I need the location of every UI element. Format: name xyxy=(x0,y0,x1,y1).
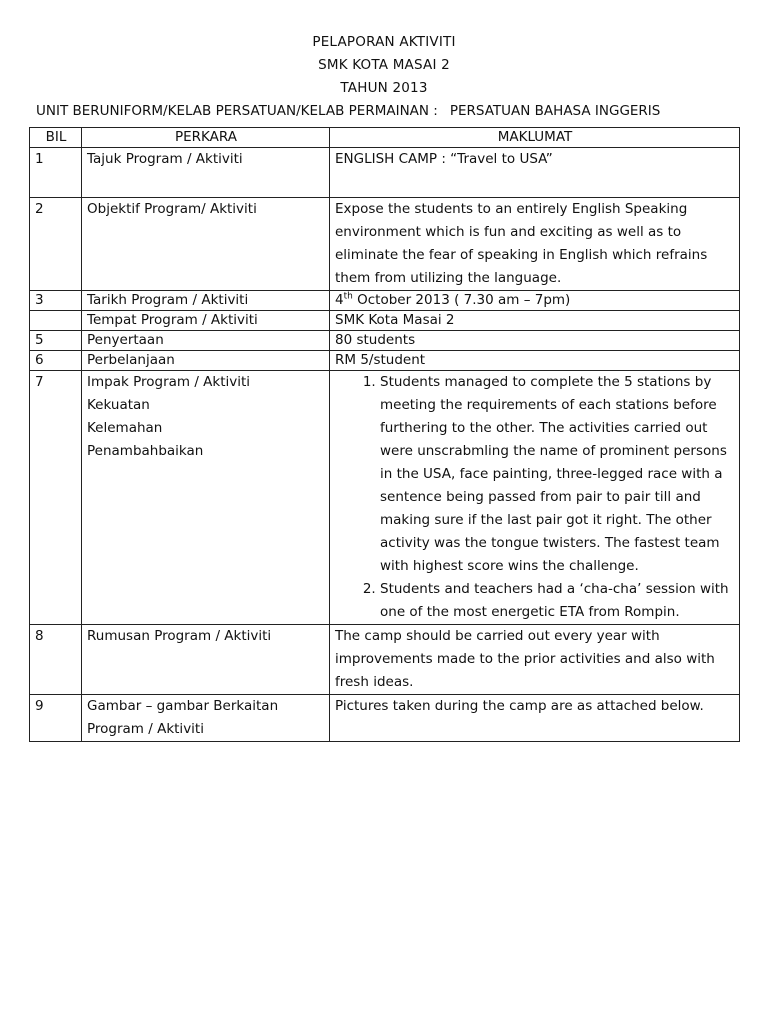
strengths-label: Kekuatan xyxy=(87,397,150,413)
row-info: 80 students xyxy=(330,331,740,351)
activity-report-table xyxy=(29,127,740,742)
table-row xyxy=(30,351,740,371)
column-header-bil: BIL xyxy=(30,128,82,148)
weaknesses-label: Kelemahan xyxy=(87,420,163,436)
date-day: 4 xyxy=(335,292,344,308)
unit-value: PERSATUAN BAHASA INGGERIS xyxy=(449,103,661,119)
row-info: The camp should be carried out every year with improvements made to the prior activities and also with fresh ideas. xyxy=(330,625,740,695)
row-item: Penyertaan xyxy=(82,331,330,351)
row-item: Gambar – gambar Berkaitan Program / Aktiviti xyxy=(82,695,330,742)
list-item: 1. Students managed to complete the 5 stations by meeting the requirements of each stations before furthering to the other. The activities carried out were unscrabmling the name of prominent persons in the USA, face painting, three-legged race with a sentence being passed from pair to pair till and making sure if the last pair got it right. The other activity was the tongue twisters. The fastest team with highest score wins the challenge. xyxy=(380,371,735,578)
row-info: SMK Kota Masai 2 xyxy=(330,311,740,331)
table-row xyxy=(30,198,740,291)
row-item: Objektif Program/ Aktiviti xyxy=(82,198,330,291)
row-number: 1 xyxy=(30,148,82,198)
table-row xyxy=(30,625,740,695)
list-item: 2. Students and teachers had a ‘cha-cha’ session with one of the most energetic ETA from Rompin. xyxy=(380,578,735,624)
row-number: 6 xyxy=(30,351,82,371)
row-number: 5 xyxy=(30,331,82,351)
column-header-maklumat: MAKLUMAT xyxy=(330,128,740,148)
row-number xyxy=(30,311,82,331)
table-row xyxy=(30,695,740,742)
row-info xyxy=(330,291,740,311)
date-rest: October 2013 ( 7.30 am – 7pm) xyxy=(352,292,571,308)
table-row xyxy=(30,371,740,625)
unit-line xyxy=(36,103,660,119)
table-header-row xyxy=(30,128,740,148)
row-item xyxy=(82,371,330,625)
row-number: 8 xyxy=(30,625,82,695)
row-number: 2 xyxy=(30,198,82,291)
impact-list xyxy=(335,371,735,624)
row-number: 9 xyxy=(30,695,82,742)
row-info: Pictures taken during the camp are as attached below. xyxy=(330,695,740,742)
row-item: Tempat Program / Aktiviti xyxy=(82,311,330,331)
report-title: PELAPORAN AKTIVITI xyxy=(312,34,456,50)
row-item: Rumusan Program / Aktiviti xyxy=(82,625,330,695)
table-row xyxy=(30,291,740,311)
row-number: 3 xyxy=(30,291,82,311)
row-info xyxy=(330,371,740,625)
row-info: Expose the students to an entirely English Speaking environment which is fun and exciting as well as to eliminate the fear of speaking in English which refrains them from utilizing the language. xyxy=(330,198,740,291)
row-item: Tajuk Program / Aktiviti xyxy=(82,148,330,198)
column-header-perkara: PERKARA xyxy=(82,128,330,148)
table-row xyxy=(30,331,740,351)
date-suffix: th xyxy=(343,291,353,302)
table-row xyxy=(30,148,740,198)
row-number: 7 xyxy=(30,371,82,625)
unit-label: UNIT BERUNIFORM/KELAB PERSATUAN/KELAB PERMAINAN : xyxy=(36,103,438,119)
impact-label: Impak Program / Aktiviti xyxy=(87,374,251,390)
row-item: Perbelanjaan xyxy=(82,351,330,371)
row-item: Tarikh Program / Aktiviti xyxy=(82,291,330,311)
school-name: SMK KOTA MASAI 2 xyxy=(318,57,450,73)
row-info: RM 5/student xyxy=(330,351,740,371)
row-info: ENGLISH CAMP : “Travel to USA” xyxy=(330,148,740,198)
report-year: TAHUN 2013 xyxy=(340,80,428,96)
improvements-label: Penambahbaikan xyxy=(87,443,204,459)
table-row xyxy=(30,311,740,331)
